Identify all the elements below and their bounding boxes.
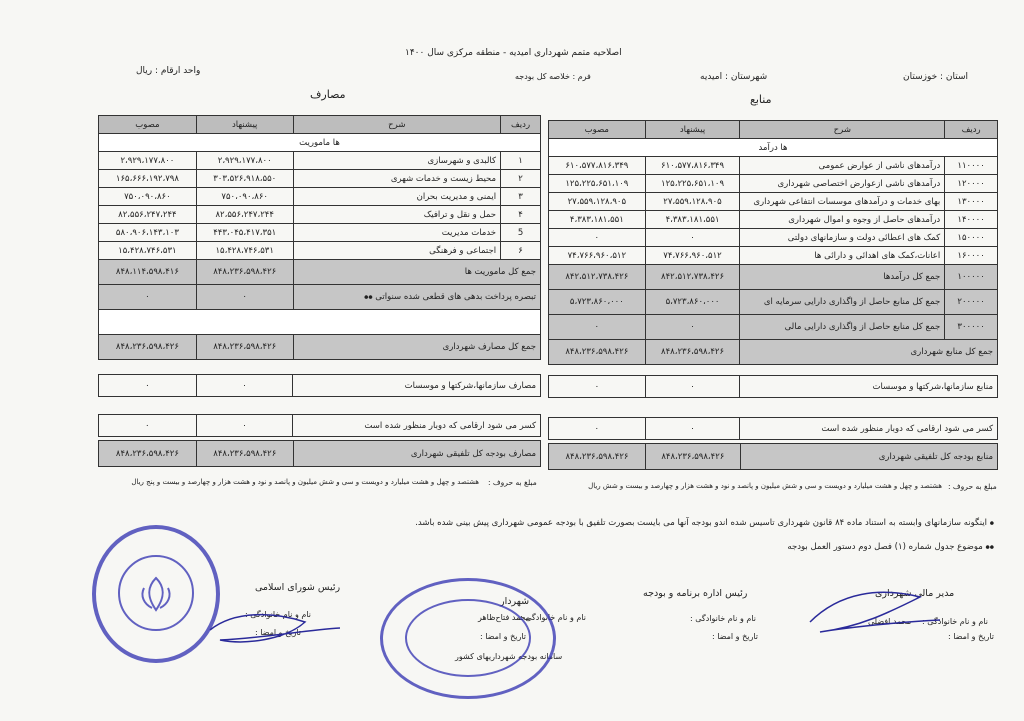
table-row: ۱۳۰۰۰۰ بهای خدمات و درآمدهای موسسات انتفاعی شهرداری ۲۷،۵۵۹،۱۲۸،۹۰۵ ۲۷،۵۵۹،۱۲۸،۹۰۵ (549, 193, 998, 211)
expenses-integrated-row: مصارف بودجه کل تلفیقی شهرداری ۸۴۸،۲۳۶،۵۹۸،۴۲۶ ۸۴۸،۲۳۶،۵۹۸،۴۲۶ (99, 441, 541, 467)
table-row: ۱۶۰۰۰۰ اعانات،کمک های اهدائی و دارائی ها ۷۴،۷۶۶،۹۶۰،۵۱۲ ۷۴،۷۶۶،۹۶۰،۵۱۲ (549, 247, 998, 265)
mayor-title: شهردار (500, 596, 530, 607)
finance-date-label: تاریخ و امضا : (948, 632, 994, 641)
finance-title: مدیر مالی شهرداری (875, 588, 955, 599)
planning-date-label: تاریخ و امضا : (712, 632, 758, 641)
expenses-integrated-table (98, 440, 541, 467)
council-seal-stamp (92, 525, 220, 663)
table-row: ۱۲۰۰۰۰ درآمدهای ناشی ازعوارض اختصاصی شهرداری ۱۲۵،۲۲۵،۶۵۱،۱۰۹ ۱۲۵،۲۲۵،۶۵۱،۱۰۹ (549, 175, 998, 193)
table-row: ۴ حمل و نقل و ترافیک ۸۲،۵۵۶،۲۴۷،۲۴۴ ۸۲،۵۵۶،۲۴۷،۲۴۴ (99, 206, 541, 224)
table-row: ۲ محیط زیست و خدمات شهری ۳۰۳،۵۲۶،۹۱۸،۵۵۰ ۱۶۵،۶۶۶،۱۹۲،۷۹۸ (99, 170, 541, 188)
table-row: ۳ ایمنی و مدیریت بحران ۷۵۰،۰۹۰،۸۶۰ ۷۵۰،۰۹۰،۸۶۰ (99, 188, 541, 206)
note-2: ⦁⦁ موضوع جدول شماره (۱) فصل دوم دستور العمل بودجه (787, 542, 994, 552)
province-label: استان : خوزستان (903, 72, 969, 82)
header-code: ردیف (945, 121, 998, 139)
blank-row (99, 310, 541, 335)
table-row: ۱ کالبدی و شهرسازی ۲،۹۲۹،۱۷۷،۸۰۰ ۲،۹۲۹،۱۷۷،۸۰۰ (99, 152, 541, 170)
expenses-header-row (99, 116, 541, 134)
municipality-seal-stamp (380, 578, 556, 699)
doc-title: اصلاحیه متمم شهرداری امیدیه - منطقه مرکزی سال ۱۴۰۰ (405, 48, 622, 58)
total-missions-row: جمع کل ماموریت ها ۸۴۸،۲۳۶،۵۹۸،۴۲۶ ۸۴۸،۱۱۴،۵۹۸،۴۱۶ (99, 260, 541, 285)
unit-label: واحد ارقام : ریال (136, 66, 201, 76)
council-date-label: تاریخ و امضا : (255, 628, 301, 637)
expenses-heading: مصارف (310, 88, 346, 101)
table-row: ۱۵۰۰۰۰ کمک های اعطائی دولت و سازمانهای دولتی ۰ ۰ (549, 229, 998, 247)
mayor-name-label: نام و نام خانوادگی : (520, 613, 586, 622)
planning-title: رئیس اداره برنامه و بودجه (643, 588, 748, 599)
sources-section-title: ها درآمد (549, 139, 998, 157)
header-approved: مصوب (99, 116, 197, 134)
header-approved: مصوب (549, 121, 646, 139)
expenses-words-label: مبلغ به حروف : (488, 478, 537, 487)
council-signature (205, 600, 345, 655)
planning-name-label: نام و نام خانوادگی : (690, 614, 756, 623)
mayor-name: محمد فتاح‌ظاهر (478, 613, 531, 622)
sources-table (548, 120, 998, 365)
expenses-section-title: ها ماموریت (99, 134, 541, 152)
financial-assets-row: ۳۰۰۰۰۰ جمع کل منابع حاصل از واگذاری دارایی مالی ۰ ۰ (549, 315, 998, 340)
header-code: ردیف (501, 116, 541, 134)
expenses-orgs-row: مصارف سازمانها،شرکتها و موسسات ۰ ۰ (99, 375, 541, 397)
budget-system: سامانه بودجه شهرداریهای کشور (455, 652, 563, 661)
expenses-deduct-table (98, 414, 541, 437)
note-1: ⦁ اینگونه سازمانهای وابسته به استناد ماده ۸۴ قانون شهرداری تاسیس شده اندو بودجه آنها می بایست بصورت تلفیق با بودجه عمومی شهرداری پیش بینی شده باشد. (415, 518, 994, 528)
table-row: 5 خدمات مدیریت ۴۴۳،۰۴۵،۴۱۷،۳۵۱ ۵۸۰،۹۰۶،۱۴۳،۱۰۳ (99, 224, 541, 242)
total-sources-row: جمع کل منابع شهرداری ۸۴۸،۲۳۶،۵۹۸،۴۲۶ ۸۴۸،۲۳۶،۵۹۸،۴۲۶ (549, 340, 998, 365)
header-proposed: پیشنهاد (196, 116, 293, 134)
total-income-row: ۱۰۰۰۰۰ جمع کل درآمدها ۸۴۲،۵۱۲،۷۳۸،۴۲۶ ۸۴۲،۵۱۲،۷۳۸،۴۲۶ (549, 265, 998, 290)
header-proposed: پیشنهاد (645, 121, 740, 139)
header-desc: شرح (293, 116, 500, 134)
council-name-label: نام و نام خانوادگی : (245, 610, 311, 619)
city-label: شهرستان : امیدیه (700, 72, 768, 82)
sources-orgs-row: منابع سازمانها،شرکتها و موسسات ۰ ۰ (549, 376, 998, 398)
finance-signature (800, 582, 950, 642)
total-expenses-row: جمع کل مصارف شهرداری ۸۴۸،۲۳۶،۵۹۸،۴۲۶ ۸۴۸،۲۳۶،۵۹۸،۴۲۶ (99, 335, 541, 360)
table-row: ۱۱۰۰۰۰ درآمدهای ناشی از عوارض عمومی ۶۱۰،۵۷۷،۸۱۶،۳۴۹ ۶۱۰،۵۷۷،۸۱۶،۳۴۹ (549, 157, 998, 175)
debt-repayment-row: تبصره پرداخت بدهی های قطعی شده سنواتی ⦁⦁ ۰ ۰ (99, 285, 541, 310)
expenses-words: هشتصد و چهل و هشت میلیارد و دویست و سی و شش میلیون و پانصد و نود و هشت هزار و چهارصد و بیست و پنج ریال (131, 478, 479, 486)
form-label: فرم : خلاصه کل بودجه (515, 72, 591, 81)
sources-heading: منابع (750, 93, 772, 106)
sources-integrated-row: منابع بودجه کل تلفیقی شهرداری ۸۴۸،۲۳۶،۵۹۸،۴۲۶ ۸۴۸،۲۳۶،۵۹۸،۴۲۶ (549, 444, 998, 470)
table-row: ۶ اجتماعی و فرهنگی ۱۵،۴۲۸،۷۴۶،۵۳۱ ۱۵،۴۲۸،۷۴۶،۵۳۱ (99, 242, 541, 260)
sources-words-label: مبلغ به حروف : (948, 482, 997, 491)
council-title: رئیس شورای اسلامی (255, 582, 341, 593)
sources-orgs-table (548, 375, 998, 398)
emblem-icon (136, 574, 176, 614)
sources-deduct-row: کسر می شود ارقامی که دوبار منظور شده است ۰ ۰ (549, 418, 998, 440)
sources-deduct-table (548, 417, 998, 440)
finance-name-label: نام و نام خانوادگی : (922, 617, 988, 626)
finance-name: محمد افضلی (868, 617, 912, 626)
header-desc: شرح (740, 121, 945, 139)
table-row: ۱۴۰۰۰۰ درآمدهای حاصل از وجوه و اموال شهرداری ۴،۳۸۳،۱۸۱،۵۵۱ ۴،۳۸۳،۱۸۱،۵۵۱ (549, 211, 998, 229)
expenses-table (98, 115, 541, 360)
expenses-orgs-table (98, 374, 541, 397)
sources-header-row (549, 121, 998, 139)
sources-words: هشتصد و چهل و هشت میلیارد و دویست و سی و شش میلیون و پانصد و نود و هشت هزار و چهارصد و بیست و شش ریال (588, 482, 942, 490)
sources-integrated-table (548, 443, 998, 470)
expenses-deduct-row: کسر می شود ارقامی که دوبار منظور شده است ۰ ۰ (99, 415, 541, 437)
mayor-date-label: تاریخ و امضا : (480, 632, 526, 641)
capital-assets-row: ۲۰۰۰۰۰ جمع کل منابع حاصل از واگذاری دارایی سرمایه ای ۵،۷۲۳،۸۶۰،۰۰۰ ۵،۷۲۳،۸۶۰،۰۰۰ (549, 290, 998, 315)
